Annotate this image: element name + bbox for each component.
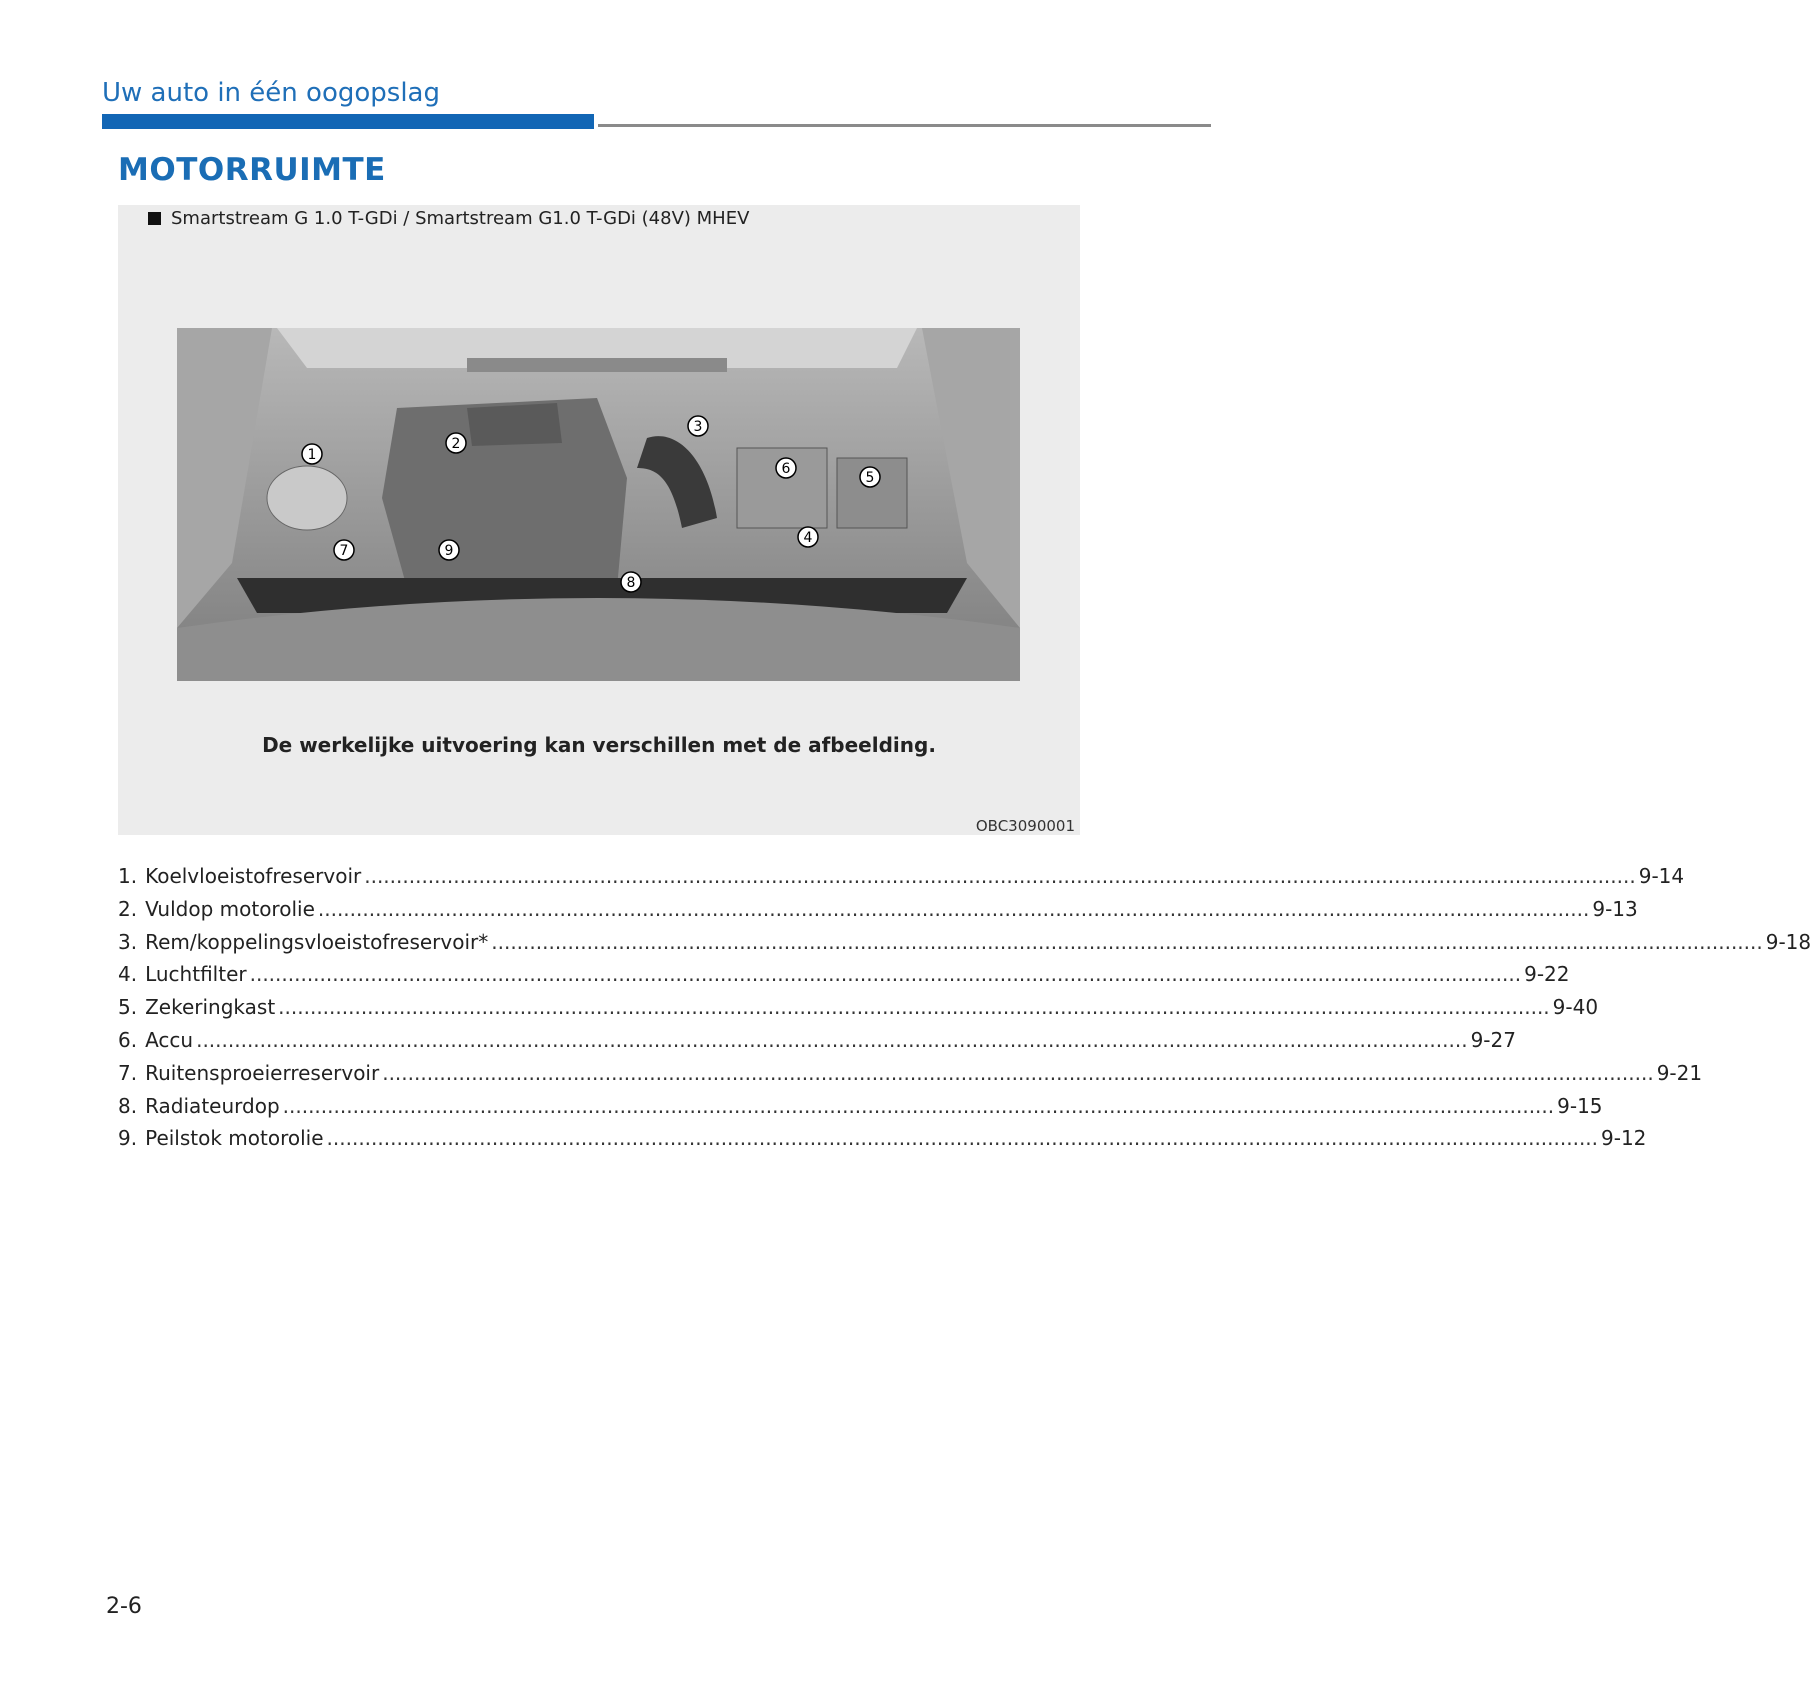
- list-item: [118, 893, 1638, 926]
- list-item-number: 7.: [118, 1060, 138, 1085]
- svg-text:3: 3: [693, 419, 703, 435]
- list-item: [118, 926, 1811, 959]
- list-item-number: 5.: [118, 995, 138, 1020]
- figure-caption-text: Smartstream G 1.0 T-GDi / Smartstream G1.0 T-GDi (48V) MHEV: [171, 208, 750, 229]
- svg-text:5: 5: [865, 470, 875, 486]
- callout-2: [446, 433, 466, 453]
- square-bullet-icon: [148, 212, 161, 225]
- list-item-label: Luchtfilter: [145, 962, 247, 987]
- list-item: [118, 1122, 1647, 1155]
- list-item-number: 8.: [118, 1093, 138, 1118]
- list-item-label: Ruitensproeierreservoir: [145, 1060, 380, 1085]
- callout-9: [439, 540, 459, 560]
- svg-text:9: 9: [444, 543, 454, 559]
- svg-text:1: 1: [307, 447, 317, 463]
- svg-text:4: 4: [803, 530, 813, 546]
- list-item-label: Zekeringkast: [145, 995, 276, 1020]
- svg-text:6: 6: [781, 461, 791, 477]
- list-item-page: 9-27: [1470, 1027, 1516, 1052]
- svg-text:8: 8: [626, 575, 636, 591]
- list-item-page: 9-12: [1601, 1126, 1647, 1151]
- list-item-number: 2.: [118, 896, 138, 921]
- list-item: [118, 1057, 1703, 1090]
- list-item-number: 3.: [118, 929, 138, 954]
- list-item: [118, 1090, 1603, 1123]
- list-item: [118, 958, 1570, 991]
- callout-4: [798, 527, 818, 547]
- leader-dots: ........................................................................................................................................................................................................: [364, 864, 1636, 888]
- engine-bay-photo: [177, 328, 1020, 681]
- list-item-page: 9-15: [1557, 1093, 1603, 1118]
- list-item-page: 9-18: [1765, 929, 1811, 954]
- section-title: Uw auto in één oogopslag: [102, 78, 440, 108]
- list-item-number: 9.: [118, 1126, 138, 1151]
- list-item-label: Peilstok motorolie: [145, 1126, 324, 1151]
- svg-text:7: 7: [339, 543, 349, 559]
- leader-dots: ........................................................................................................................................................................................................: [249, 962, 1522, 987]
- callout-1: [302, 444, 322, 464]
- list-item-label: Radiateurdop: [145, 1093, 280, 1118]
- parts-list: [118, 860, 1811, 1155]
- leader-dots: ........................................................................................................................................................................................................: [282, 1093, 1555, 1118]
- figure-code: OBC3090001: [975, 817, 1075, 835]
- list-item-label: Koelvloeistofreservoir: [145, 864, 362, 888]
- page-number: 2-6: [106, 1594, 142, 1619]
- list-item-page: 9-40: [1552, 995, 1599, 1020]
- leader-dots: ........................................................................................................................................................................................................: [382, 1060, 1654, 1085]
- header-rule-gray: [598, 124, 1211, 127]
- list-item-number: 4.: [118, 962, 138, 987]
- list-item: [118, 1024, 1516, 1057]
- list-item-number: 1.: [118, 864, 138, 888]
- callout-8: [621, 572, 641, 592]
- leader-dots: ........................................................................................................................................................................................................: [326, 1126, 1599, 1151]
- svg-text:2: 2: [451, 436, 461, 452]
- list-item-page: 9-21: [1656, 1060, 1703, 1085]
- list-item: [118, 860, 1685, 893]
- figure-caption: [148, 208, 749, 229]
- list-item-page: 9-13: [1592, 896, 1638, 921]
- callout-6: [776, 458, 796, 478]
- callout-7: [334, 540, 354, 560]
- leader-dots: ........................................................................................................................................................................................................: [196, 1027, 1468, 1052]
- list-item-page: 9-14: [1638, 864, 1685, 888]
- callout-5: [860, 467, 880, 487]
- list-item-label: Vuldop motorolie: [145, 896, 315, 921]
- figure-note: De werkelijke uitvoering kan verschillen met de afbeelding.: [262, 733, 936, 757]
- leader-dots: ........................................................................................................................................................................................................: [317, 896, 1590, 921]
- list-item-label: Accu: [145, 1027, 194, 1052]
- list-item-label: Rem/koppelingsvloeistofreservoir*: [145, 929, 489, 954]
- leader-dots: ........................................................................................................................................................................................................: [278, 995, 1550, 1020]
- list-item: [118, 991, 1599, 1024]
- leader-dots: ........................................................................................................................................................................................................: [491, 929, 1763, 954]
- list-item-page: 9-22: [1524, 962, 1570, 987]
- engine-bay-illustration: [177, 328, 1020, 681]
- callout-3: [688, 416, 708, 436]
- header-rule-blue: [102, 114, 594, 129]
- list-item-number: 6.: [118, 1027, 138, 1052]
- chapter-title: MOTORRUIMTE: [118, 152, 386, 188]
